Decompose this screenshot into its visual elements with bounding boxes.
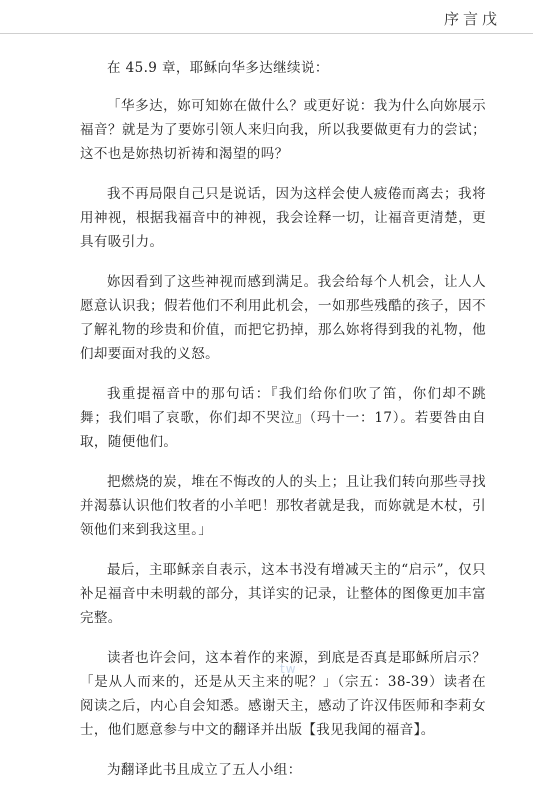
body-text xyxy=(80,56,486,798)
paragraph-conclusion: 最后，主耶稣亲自表示，这本书没有增减天主的“启示”，仅只补足福音中未明载的部分，其详实的记录，让整体的图像更加丰富完整。 xyxy=(80,562,486,626)
paragraph-quote-5: 把燃烧的炭，堆在不悔改的人的头上；且让我们转向那些寻找并渴慕认识他们牧者的小羊吧！那牧者就是我，而妳就是木杖，引领他们来到我这里。」 xyxy=(80,474,486,538)
paragraph-quote-2: 我不再局限自己只是说话，因为这样会使人疲倦而离去；我将用神视，根据我福音中的神视，我会诠释一切，让福音更清楚，更具有吸引力。 xyxy=(80,186,486,250)
paragraph-translation-team: 为翻译此书且成立了五人小组： xyxy=(107,762,302,778)
watermark-text: tw xyxy=(280,662,297,676)
paragraph-quote-4: 我重提福音中的那句话：『我们给你们吹了笛，你们却不跳舞；我们唱了哀歌，你们却不哭泣』（玛十一：17）。若要咎由自取，随便他们。 xyxy=(80,386,486,450)
paragraph-quote-1: 「华多达，妳可知妳在做什么？或更好说：我为什么向妳展示福音？就是为了要妳引领人来归向我，所以我要做更有力的尝试；这不也是妳热切祈祷和渴望的吗？ xyxy=(80,98,486,162)
paragraph-reader-question: 读者也许会问，这本着作的来源，到底是否真是耶稣所启示？「是从人而来的，还是从天主来的呢？」（宗五：38-39）读者在阅读之后，内心自会知悉。感谢天主，感动了许汉伟医师和李莉女士，他们愿意参与中文的翻译并出版【我见我闻的福音】。 xyxy=(80,650,486,738)
header-divider xyxy=(0,33,533,34)
paragraph-quote-3: 妳因看到了这些神视而感到满足。我会给每个人机会，让人人愿意认识我；假若他们不利用此机会，一如那些残酷的孩子，因不了解礼物的珍贵和价值，而把它扔掉，那么妳将得到我的礼物，他们却要面对我的义怒。 xyxy=(80,274,486,362)
running-header-title: 序言戊 xyxy=(443,10,501,28)
paragraph-intro: 在 45.9 章，耶稣向华多达继续说： xyxy=(107,60,329,76)
